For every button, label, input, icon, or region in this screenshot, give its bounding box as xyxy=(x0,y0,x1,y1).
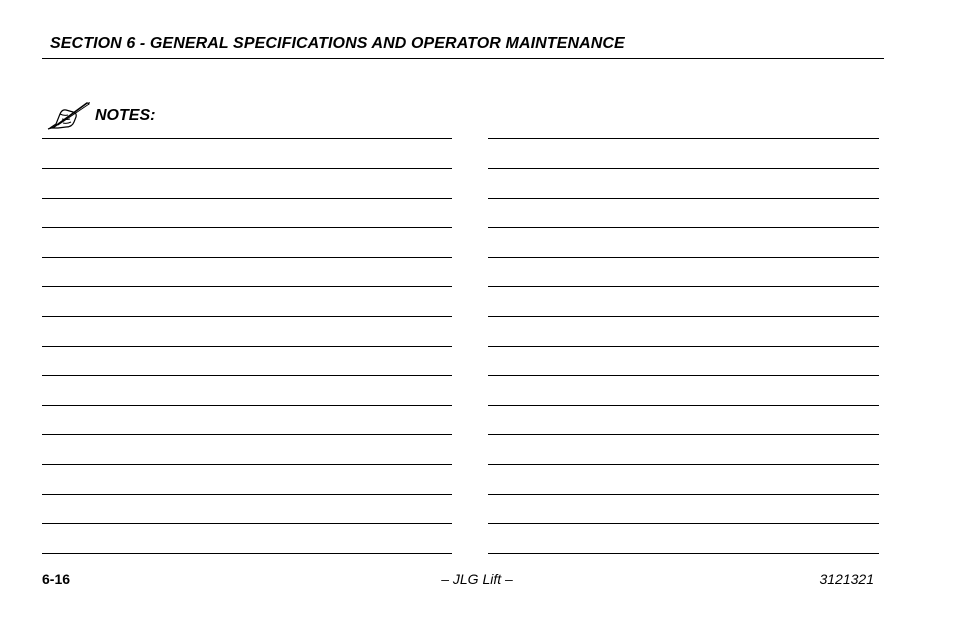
page-number: 6-16 xyxy=(42,571,71,587)
note-line xyxy=(42,494,452,495)
note-line xyxy=(42,168,452,169)
note-line xyxy=(488,494,879,495)
document-number: 3121321 xyxy=(819,571,874,587)
note-line xyxy=(42,227,452,228)
note-line xyxy=(488,464,879,465)
note-line xyxy=(42,375,452,376)
note-line xyxy=(42,346,452,347)
note-line xyxy=(488,434,879,435)
note-line xyxy=(42,523,452,524)
note-line xyxy=(488,523,879,524)
section-title: SECTION 6 - GENERAL SPECIFICATIONS AND OPERATOR MAINTENANCE xyxy=(50,35,625,52)
note-line xyxy=(42,553,452,554)
note-line xyxy=(42,316,452,317)
note-line xyxy=(488,286,879,287)
note-line xyxy=(488,168,879,169)
notes-heading xyxy=(46,100,155,132)
note-line xyxy=(488,257,879,258)
note-line xyxy=(488,316,879,317)
note-line xyxy=(488,227,879,228)
pen-writing-icon xyxy=(46,100,92,132)
note-line xyxy=(42,257,452,258)
note-line xyxy=(42,434,452,435)
note-line xyxy=(488,346,879,347)
note-line xyxy=(488,553,879,554)
note-line xyxy=(42,138,452,139)
note-line xyxy=(42,405,452,406)
note-line xyxy=(488,405,879,406)
note-line xyxy=(42,464,452,465)
notes-label: NOTES: xyxy=(95,107,156,124)
footer-brand: – JLG Lift – xyxy=(441,571,513,587)
note-line xyxy=(488,198,879,199)
note-line xyxy=(488,375,879,376)
section-header xyxy=(42,35,884,59)
note-line xyxy=(488,138,879,139)
note-line xyxy=(42,286,452,287)
note-line xyxy=(42,198,452,199)
